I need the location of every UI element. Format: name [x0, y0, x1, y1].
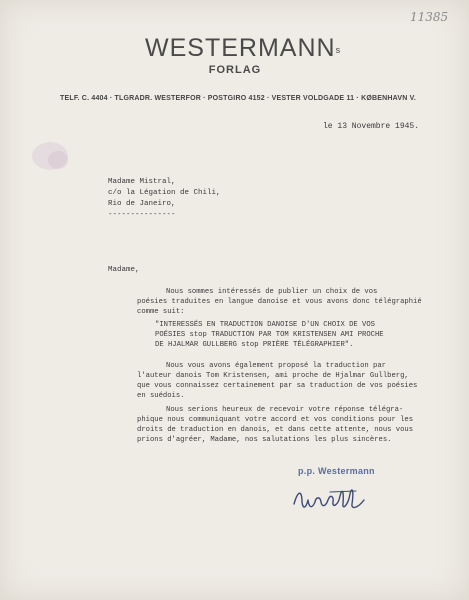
paragraph-translator — [137, 361, 417, 401]
letterhead-address: TELF. C. 4404 · TLGRADR. WESTERFOR · POSTGIRO 4152 · VESTER VOLDGADE 11 · KØBENHAVN V. — [60, 95, 416, 102]
telegram-line: "INTERESSÉS EN TRADUCTION DANOISE D'UN CHOIX DE VOS — [155, 321, 375, 329]
publisher-name-text: WESTERMANN — [145, 34, 336, 62]
paper-stain — [28, 138, 78, 178]
paragraph-line: Nous vous avons également proposé la traduction par — [166, 362, 386, 370]
recipient-line: c/o la Légation de Chili, — [108, 189, 221, 197]
paragraph-line: poésies traduites en langue danoise et vous avons donc télégraphié — [137, 298, 422, 306]
publisher-subtitle: FORLAG — [208, 64, 262, 76]
paragraph-line: prions d'agréer, Madame, nos salutations les plus sincères. — [137, 436, 392, 444]
telegram-line: POÉSIES stop TRADUCTION PAR TOM KRISTENSEN AMI PROCHE — [155, 331, 384, 339]
paragraph-line: l'auteur danois Tom Kristensen, ami proche de Hjalmar Gullberg, — [137, 372, 409, 380]
publisher-name-mark: s — [335, 45, 342, 55]
archive-number: 11385 — [410, 10, 449, 24]
recipient-line: Madame Mistral, — [108, 178, 176, 186]
paragraph-line: Nous serions heureux de recevoir votre réponse télégra- — [166, 406, 404, 414]
paragraph-line: que vous connaissez certainement par sa traduction de vos poésies — [137, 382, 418, 390]
handwritten-signature — [290, 482, 370, 516]
paragraph-closing — [137, 405, 413, 445]
paragraph-line: phique nous communiquant votre accord et vos conditions pour les — [137, 416, 414, 424]
paragraph-line: Nous sommes intéressés de publier un choix de vos — [166, 288, 378, 296]
paragraph-intro — [137, 287, 422, 317]
telegram-line: DE HJALMAR GULLBERG stop PRIÈRE TÉLÉGRAPHIER". — [155, 341, 354, 349]
recipient-line: Rio de Janeiro, — [108, 200, 176, 208]
paragraph-line: en suédois. — [137, 392, 185, 400]
paragraph-line: droits de traduction en danois, et dans cette attente, nous vous — [137, 426, 414, 434]
publisher-name — [145, 34, 342, 62]
telegram-quote — [155, 320, 384, 350]
paragraph-line: comme suit: — [137, 308, 185, 316]
recipient-block — [108, 177, 221, 221]
signature-stamp: p.p. Westermann — [298, 466, 375, 476]
recipient-underline: --------------- — [108, 211, 176, 219]
letter-date: le 13 Novembre 1945. — [323, 122, 420, 131]
salutation: Madame, — [108, 266, 140, 274]
letterhead-logo — [145, 34, 342, 76]
